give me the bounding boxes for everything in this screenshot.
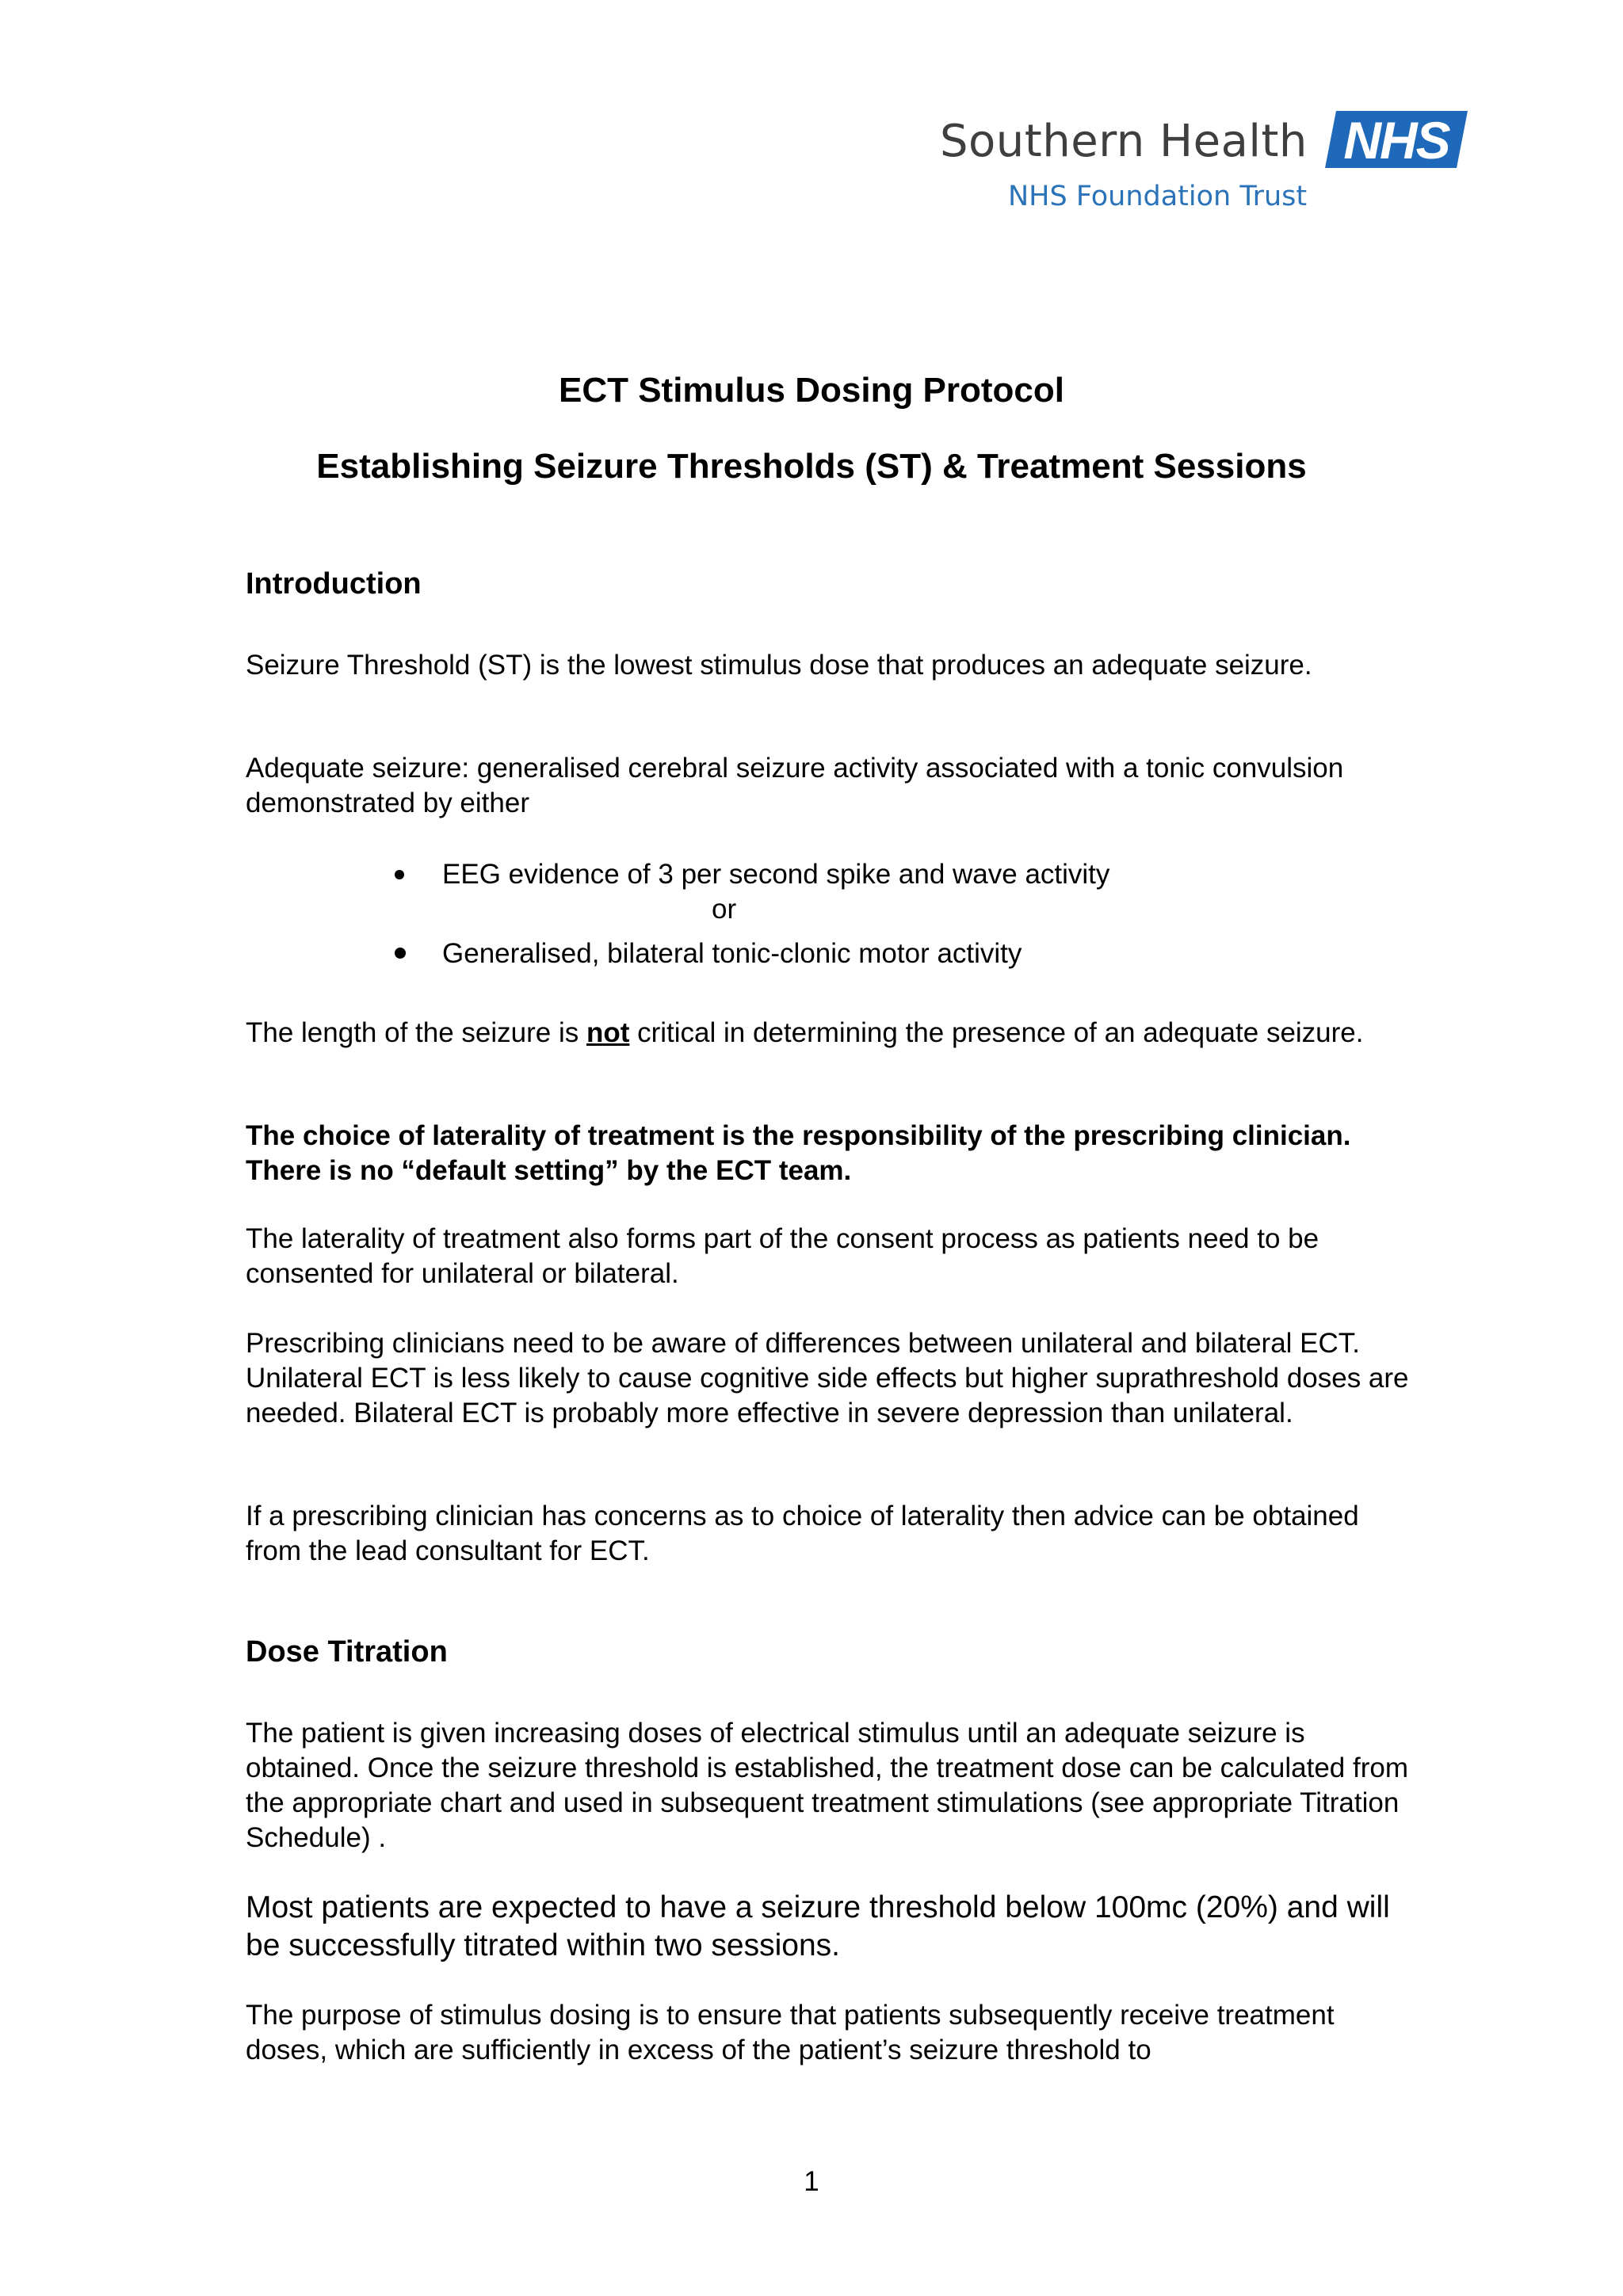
- bullet-item-1: EEG evidence of 3 per second spike and wave activity: [442, 859, 1110, 890]
- organisation-logo: [940, 111, 1471, 222]
- dose-paragraph-1: The patient is given increasing doses of electrical stimulus until an adequate seizure is obtained. Once the seizure threshold is established, the treatment dose can be calculated from the appropriate chart and used in subsequent treatment stimulations (see appropriate Titration Schedule) .: [246, 1718, 1408, 1853]
- intro-paragraph-1: Seizure Threshold (ST) is the lowest stimulus dose that produces an adequate seizure.: [246, 650, 1312, 681]
- dose-titration-heading: Dose Titration: [246, 1635, 448, 1669]
- page-title: ECT Stimulus Dosing Protocol: [558, 371, 1065, 410]
- dose-paragraph-3: The purpose of stimulus dosing is to ensure that patients subsequently receive treatment doses, which are sufficiently in excess of the patient’s seizure threshold to: [246, 2000, 1335, 2065]
- para3-before: The length of the seizure is: [246, 1017, 586, 1048]
- intro-paragraph-4-bold: The choice of laterality of treatment is the responsibility of the prescribing clinician. There is no “default setting” by the ECT team.: [246, 1120, 1351, 1186]
- intro-paragraph-6: Prescribing clinicians need to be aware of differences between unilateral and bilateral ECT. Unilateral ECT is less likely to cause cognitive side effects but higher suprathreshold doses are needed. Bilateral ECT is probably more effective in severe depression than unilateral.: [246, 1328, 1409, 1428]
- page-subtitle: Establishing Seizure Thresholds (ST) & Treatment Sessions: [316, 447, 1307, 486]
- bullet-dot-1: [395, 870, 404, 879]
- bullet-dot-2: [395, 948, 406, 959]
- intro-paragraph-5: The laterality of treatment also forms part of the consent process as patients need to be consented for unilateral or bilateral.: [246, 1223, 1319, 1289]
- bullet-item-2: Generalised, bilateral tonic-clonic motor activity: [442, 938, 1022, 969]
- intro-paragraph-2: Adequate seizure: generalised cerebral seizure activity associated with a tonic convulsion demonstrated by either: [246, 753, 1344, 818]
- introduction-heading: Introduction: [246, 567, 422, 601]
- para3-after: critical in determining the presence of an adequate seizure.: [629, 1017, 1364, 1048]
- bullet-or-text: or: [712, 894, 737, 925]
- intro-paragraph-3: [246, 1016, 1419, 1051]
- logo-trust-name: NHS Foundation Trust: [1008, 181, 1308, 212]
- intro-paragraph-7: If a prescribing clinician has concerns as to choice of laterality then advice can be obtained from the lead consultant for ECT.: [246, 1501, 1359, 1566]
- para3-emphasis: not: [586, 1017, 630, 1048]
- nhs-logo-text: NHS: [1343, 111, 1449, 168]
- dose-paragraph-2: Most patients are expected to have a seizure threshold below 100mc (20%) and will be successfully titrated within two sessions.: [246, 1890, 1390, 1962]
- nhs-logo-icon: [1325, 111, 1468, 168]
- logo-org-name: Southern Health: [940, 116, 1308, 167]
- page-number: 1: [804, 2166, 819, 2197]
